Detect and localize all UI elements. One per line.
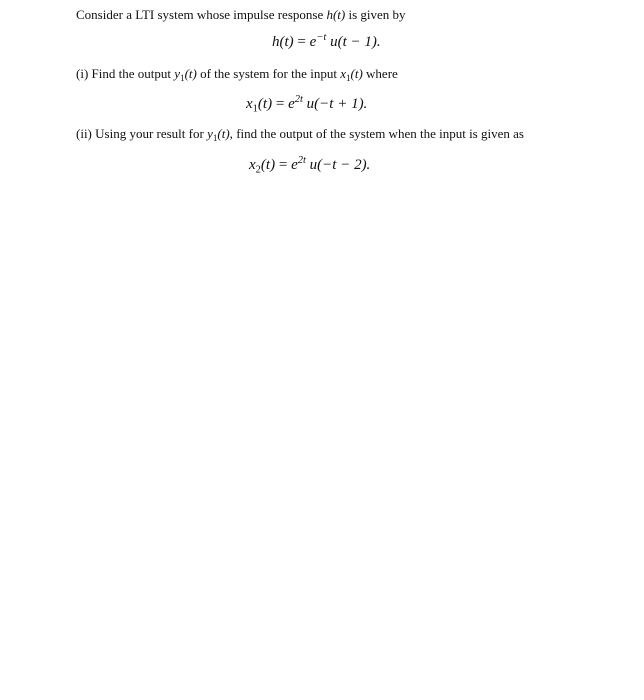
eq2-exponent: 2t bbox=[294, 94, 303, 106]
equation-impulse-response bbox=[272, 32, 381, 52]
equation-input-x2 bbox=[249, 155, 370, 175]
eq2-equals: = bbox=[275, 96, 285, 112]
eq3-rhs-arg: (−t − 2). bbox=[317, 157, 371, 173]
eq1-rhs-arg: (t − 1). bbox=[337, 34, 381, 50]
part-ii-text: Using your result for bbox=[95, 126, 204, 141]
eq3-rhs-symbol: u bbox=[309, 157, 318, 173]
part-i-output-arg: (t) bbox=[184, 66, 197, 81]
eq2-rhs-symbol: u bbox=[306, 96, 315, 112]
part-i-output-symbol: y bbox=[174, 66, 181, 81]
eq2-rhs-arg: (−t + 1). bbox=[314, 96, 368, 112]
eq3-exponent: 2t bbox=[297, 155, 306, 167]
part-i-input-symbol: x bbox=[340, 66, 346, 81]
part-i-text: Find the output bbox=[91, 66, 171, 81]
eq1-base: e bbox=[309, 34, 317, 50]
eq1-equals: = bbox=[297, 34, 306, 50]
intro-tail: is given by bbox=[348, 7, 406, 22]
part-i-line bbox=[76, 65, 398, 83]
part-i-mid: of the system for the input bbox=[200, 66, 337, 81]
part-i-tail: where bbox=[366, 66, 398, 81]
part-i-input-arg: (t) bbox=[350, 66, 363, 81]
eq1-lhs-symbol: h bbox=[272, 34, 280, 50]
part-ii-output-arg: (t), bbox=[217, 126, 233, 141]
eq3-lhs-sub: 2 bbox=[255, 164, 261, 176]
eq1-rhs-symbol: u bbox=[330, 34, 338, 50]
part-i-input-sub: 1 bbox=[345, 73, 351, 84]
intro-line bbox=[76, 6, 406, 24]
intro-arg: (t) bbox=[332, 7, 346, 22]
part-ii-output-sub: 1 bbox=[212, 133, 218, 144]
eq2-base: e bbox=[288, 96, 295, 112]
intro-symbol: h bbox=[326, 7, 333, 22]
eq2-lhs-symbol: x bbox=[246, 96, 253, 112]
part-i-output-sub: 1 bbox=[180, 73, 185, 84]
part-ii-line bbox=[76, 125, 524, 143]
part-ii-output-symbol: y bbox=[207, 126, 213, 141]
eq1-lhs-arg: (t) bbox=[279, 34, 294, 50]
eq1-exponent: −t bbox=[316, 32, 327, 44]
eq3-base: e bbox=[291, 157, 298, 173]
part-ii-tail: find the output of the system when the input is given as bbox=[236, 126, 524, 141]
eq3-equals: = bbox=[278, 157, 288, 173]
equation-input-x1 bbox=[246, 94, 367, 114]
eq3-lhs-symbol: x bbox=[249, 157, 256, 173]
intro-text: Consider a LTI system whose impulse response bbox=[76, 7, 324, 22]
part-ii-label: (ii) bbox=[76, 126, 92, 141]
part-i-label: (i) bbox=[76, 66, 89, 81]
eq2-lhs-arg: (t) bbox=[257, 96, 273, 112]
eq3-lhs-arg: (t) bbox=[260, 157, 276, 173]
eq2-lhs-sub: 1 bbox=[252, 103, 258, 115]
